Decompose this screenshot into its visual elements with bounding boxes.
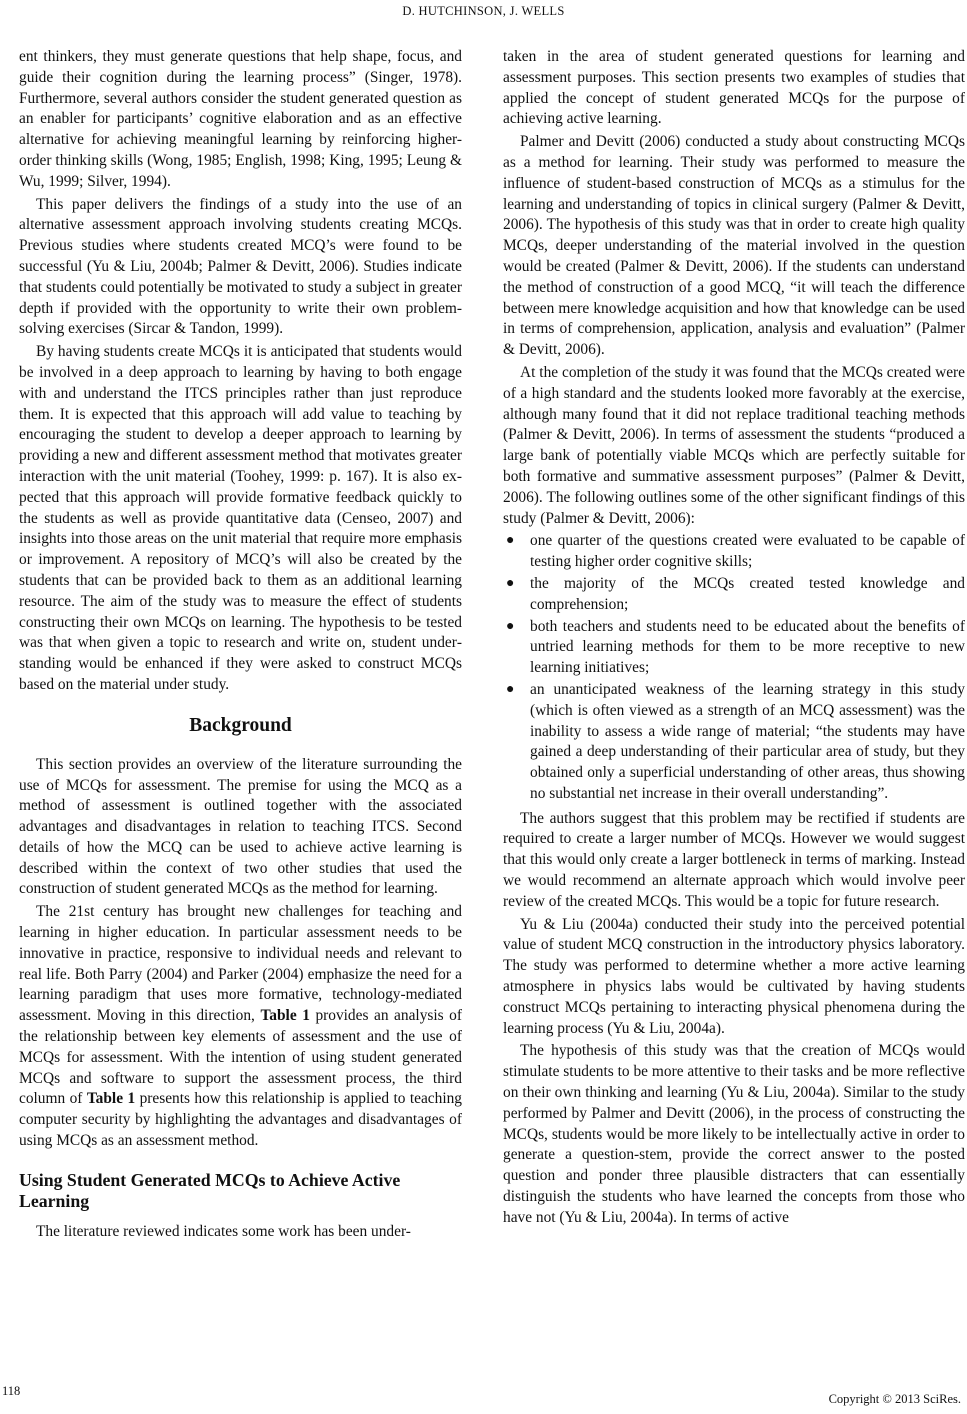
list-item-text: an unanticipated weakness of the learning strategy in this study (which is often viewed as a strength of an MCQ assessment) was the inability to assess a wide range of material; “the students may have gained a deep understanding of their particular area of study, but they obtained only a superficial understanding of other areas, thus showing no substantial net increase in their overall understanding”. xyxy=(530,680,965,802)
bullet-icon: ● xyxy=(506,533,515,549)
bullet-icon: ● xyxy=(506,575,515,591)
paragraph: Yu & Liu (2004a) conducted their study into the perceived potential value of student MCQ construction in the introductory physics laboratory. The study was performed to determine whether a more active learning atmosphere in physics labs would be cultivated by having students construct MCQs pertaining to interacting physical phenomena during the learning process (Yu & Liu, 2004a). xyxy=(503,915,965,1037)
left-column xyxy=(19,47,462,1245)
paragraph: This section provides an overview of the literature surrounding the use of MCQs for assessment. The premise for using the MCQ as a method of assessment is outlined together with the associated advantages and disadvantages in relation to teaching ITCS. Second details of how the MCQ can be used to achieve active learning is described within the context of two other studies that used the construction of student generated MCQs as the method for learning. xyxy=(19,755,462,898)
section-heading-background: Background xyxy=(189,714,292,736)
paragraph: The literature reviewed indicates some work has been under- xyxy=(36,1222,411,1240)
findings-list xyxy=(503,531,965,804)
list-item xyxy=(503,617,965,679)
list-item-text: the majority of the MCQs created tested knowledge and comprehension; xyxy=(530,574,965,613)
paragraph-text: presents how this relationship is applied to teaching computer security by highlighting the advantages and disadvantages of using MCQs as an assessment method. xyxy=(19,1090,462,1150)
list-item-text: one quarter of the questions created were evaluated to be capable of testing higher order cognitive skills; xyxy=(530,532,965,571)
list-item-text: both teachers and students need to be educated about the benefits of untried learning methods for them to be more receptive to new learning initiatives; xyxy=(530,617,965,677)
list-item xyxy=(503,680,965,805)
paragraph-text: provides an analysis of the relationship between key elements of assessment and the use of MCQs for assessment. With the intention of using student generated MCQs and software to support the assessment process, the third column of xyxy=(19,1007,462,1108)
copyright-notice: Copyright © 2013 SciRes. xyxy=(828,1392,961,1406)
paragraph-text: The 21st century has brought new challenges for teaching and learning in higher education. In particular assessment needs to be innovative in practice, responsive to individual needs and relevant to real life. Both Parry (2004) and Parker (2004) emphasize the need for a learning paradigm that uses more formative, technology-mediated assessment. Moving in this direction, xyxy=(19,903,462,1025)
running-head: D. HUTCHINSON, J. WELLS xyxy=(402,4,565,18)
subsection-heading: Using Student Generated MCQs to Achieve Active Learning xyxy=(19,1169,401,1212)
list-item xyxy=(503,531,965,573)
page-number: 118 xyxy=(2,1384,21,1398)
paragraph: ent thinkers, they must generate questions that help shape, focus, and guide their cognition during the learning process” (Singer, 1978). Furthermore, several authors consider the student generated question as an enabler for participants’ cognitive elaboration and as an effective alternative for achieving meaningful learning by reinforcing higher-order thinking skills (Wong, 1985; English, 1998; King, 1995; Leung & Wu, 1999; Silver, 1994). xyxy=(19,48,462,190)
right-column xyxy=(503,47,965,1231)
paragraph: Palmer and Devitt (2006) conducted a study about constructing MCQs as a method for learning. Their study was performed to measure the influence of student-based construction of MCQs as a stimulus for the learning and understanding of topics in clinical surgery (Palmer & Devitt, 2006). The hypothesis of this study was that in order to create high quality MCQs, deeper understanding of the material involved in the question would be created (Palmer & Devitt, 2006). If the students can understand the method of construction of a good MCQ, “it will teach the difference between mere knowledge acquisition and how that knowledge can be used in terms of comprehension, application, analysis and evaluation” (Palmer & Devitt, 2006). xyxy=(503,133,965,359)
paragraph: At the completion of the study it was found that the MCQs created were of a high standard and the students looked more favorably at the exercise, although many found that it did not replace traditional teaching methods (Palmer & Devitt, 2006). In terms of assessment the students “produced a large bank of potentially viable MCQs which are perfectly suitable for both formative and summative assessment purposes” (Palmer & Devitt, 2006). The following outlines some of the other significant findings of this study (Palmer & Devitt, 2006): xyxy=(503,363,965,527)
list-item xyxy=(503,574,965,616)
paragraph: This paper delivers the findings of a study into the use of an alternative assessment approach involving students creating MCQs. Previous studies where students created MCQ’s were found to be successful (Yu & Liu, 2004b; Palmer & Devitt, 2006). Studies indicate that students could potentially be motivated to study a subject in greater depth if provided with the opportunity to write their own problem-solving exercises (Sircar & Tandon, 1999). xyxy=(19,195,462,338)
paragraph: The authors suggest that this problem may be rectified if students are required to create a larger number of MCQs. However we would suggest that this would only create a larger bottleneck in terms of marking. Instead we would recommend an alternate approach which would involve peer review of the created MCQs. This would be a topic for future research. xyxy=(503,809,965,910)
bullet-icon: ● xyxy=(506,681,515,697)
paragraph: taken in the area of student generated questions for learning and assessment purposes. This section presents two examples of studies that applied the concept of student generated MCQs for the purpose of achieving active learning. xyxy=(503,48,965,128)
table-reference: Table 1 xyxy=(86,1090,136,1108)
paragraph: By having students create MCQs it is anticipated that students would be involved in a deep approach to learning by having to both engage with and understand the ITCS principles rather than just reproduce them. It is expected that this approach will add value to teaching by encouraging the student to develop a deeper approach to learning by providing a new and different assessment method that motivates greater interaction with the unit material (Toohey, 1999: p. 167). It is also expected that this approach will provide formative feedback quickly to the students as well as provide quantitative data (Censeo, 2007) and insights into those areas on the unit material that require more emphasis or improvement. A repository of MCQ’s will also be created by the students that can be provided back to them as an additional learning resource. The aim of the study was to measure the effect of students constructing their own MCQs on learning. The hypothesis to be tested was that when given a topic to research and write on, student understanding would be enhanced if they were asked to construct MCQs based on the material under study. xyxy=(19,343,462,693)
paragraph xyxy=(19,902,462,1152)
bullet-icon: ● xyxy=(506,618,515,634)
table-reference: Table 1 xyxy=(260,1007,310,1025)
paragraph: The hypothesis of this study was that the creation of MCQs would stimulate students to be more attentive to their tasks and be more reflective on their own thinking and learning (Yu & Liu, 2004a). Similar to the study performed by Palmer and Devitt (2006), in the process of constructing the MCQs, students would be more likely to be intellectually active in order to generate a question-stem, provide the correct answer to the posted question and ponder three plausible distracters that can essentially distinguish the students who have learned the concepts from those who have not (Yu & Liu, 2004a). In terms of active xyxy=(503,1042,965,1226)
